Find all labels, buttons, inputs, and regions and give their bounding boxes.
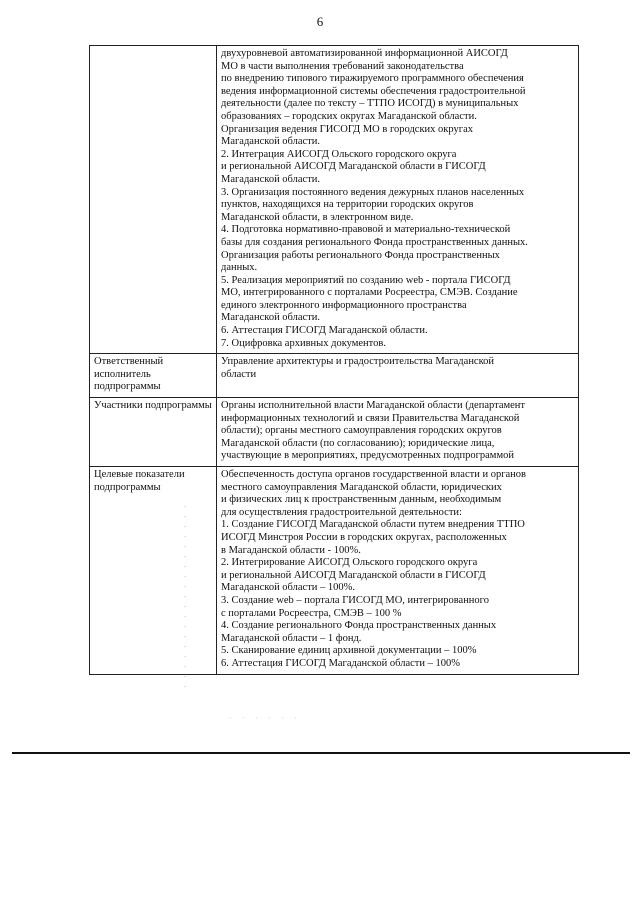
text-line: участвующие в мероприятиях, предусмотренных подпрограммой	[221, 450, 514, 462]
row-content	[217, 398, 579, 467]
text-line: области	[221, 368, 257, 380]
text-line: и региональной АИСОГД Магаданской области в ГИСОГД	[221, 569, 486, 581]
text-line: МО, интегрированного с порталами Росреестра, СМЭВ. Создание	[221, 287, 518, 299]
text-line: и физических лиц к пространственным данным, необходимым	[221, 494, 502, 506]
page-bottom-rule	[12, 752, 630, 754]
row-content	[217, 467, 579, 675]
text-line: 2. Интеграция АИСОГД Ольского городского округа	[221, 148, 457, 160]
row-label	[90, 46, 217, 354]
text-line: двухуровневой автоматизированной информационной АИСОГД	[221, 48, 508, 59]
text-line: для осуществления градостроительной деятельности:	[221, 506, 462, 518]
text-line: пунктов, находящихся на территории городских округов	[221, 199, 474, 211]
text-line: информационных технологий и связи Правительства Магаданской	[221, 412, 520, 424]
text-line: 3. Создание web – портала ГИСОГД МО, интегрированного	[221, 594, 489, 606]
text-line: Магаданской области.	[221, 136, 321, 148]
text-line: с порталами Росреестра, СМЭВ – 100 %	[221, 607, 402, 619]
text-line: Организация ведения ГИСОГД МО в городских округах	[221, 123, 473, 135]
text-line: 4. Подготовка нормативно-правовой и материально-технической	[221, 224, 511, 236]
text-line: данных.	[221, 262, 258, 274]
text-line: ведения информационной системы обеспечения градостроительной	[221, 85, 526, 97]
text-line: 1. Создание ГИСОГД Магаданской области путем внедрения ТТПО	[221, 519, 525, 531]
table-row	[90, 46, 579, 354]
text-line: по внедрению типового тиражируемого программного обеспечения	[221, 73, 524, 85]
text-line: образованиях – городских округах Магаданской области.	[221, 110, 477, 122]
text-line: 5. Реализация мероприятий по созданию web - портала ГИСОГД	[221, 274, 511, 286]
page-number: 6	[316, 14, 324, 29]
text-line: базы для создания регионального Фонда пространственных данных.	[221, 236, 528, 248]
table-row	[90, 467, 579, 675]
text-line: 4. Создание регионального Фонда пространственных данных	[221, 620, 497, 632]
text-line: Магаданской области (по согласованию); юридические лица,	[221, 437, 495, 449]
text-line: ИСОГД Минстроя России в городских округах, расположенных	[221, 531, 507, 543]
text-line: Магаданской области – 100%.	[221, 582, 356, 594]
text-line: 7. Оцифровка архивных документов.	[221, 337, 386, 349]
text-line: 3. Организация постоянного ведения дежурных планов населенных	[221, 186, 525, 198]
text-line: Магаданской области – 1 фонд.	[221, 632, 362, 644]
row-content	[217, 354, 579, 398]
row-label: Целевые показатели подпрограммы	[90, 467, 217, 675]
row-content	[217, 46, 579, 354]
text-line: области); органы местного самоуправления городских округов	[221, 425, 502, 437]
program-passport-table	[89, 45, 579, 675]
text-line: в Магаданской области - 100%.	[221, 544, 361, 556]
text-line: Магаданской области.	[221, 312, 321, 324]
text-line: Обеспеченность доступа органов государственной власти и органов	[221, 469, 526, 480]
text-line: 5. Сканирование единиц архивной документации – 100%	[221, 645, 477, 657]
text-line: единого электронного информационного пространства	[221, 299, 467, 311]
text-line: 6. Аттестация ГИСОГД Магаданской области – 100%	[221, 657, 460, 669]
table-row	[90, 354, 579, 398]
text-line: Органы исполнительной власти Магаданской области (департамент	[221, 400, 526, 412]
text-line: деятельности (далее по тексту – ТТПО ИСОГД) в муниципальных	[221, 98, 519, 110]
row-label: Ответственный исполнитель подпрограммы	[90, 354, 217, 398]
text-line: 2. Интегрирование АИСОГД Ольского городского округа	[221, 557, 478, 569]
row-label: Участники подпрограммы	[90, 398, 217, 467]
table-row	[90, 398, 579, 467]
text-line: МО в части выполнения требований законодательства	[221, 60, 464, 72]
text-line: и региональной АИСОГД Магаданской области в ГИСОГД	[221, 161, 486, 173]
text-line: Управление архитектуры и градостроительства Магаданской	[221, 356, 495, 368]
text-line: Магаданской области, в электронном виде.	[221, 211, 414, 223]
text-line: местного самоуправления Магаданской области, юридических	[221, 481, 502, 493]
text-line: Организация работы регионального Фонда пространственных	[221, 249, 500, 261]
text-line: 6. Аттестация ГИСОГД Магаданской области.	[221, 325, 428, 337]
text-line: Магаданской области.	[221, 173, 321, 185]
